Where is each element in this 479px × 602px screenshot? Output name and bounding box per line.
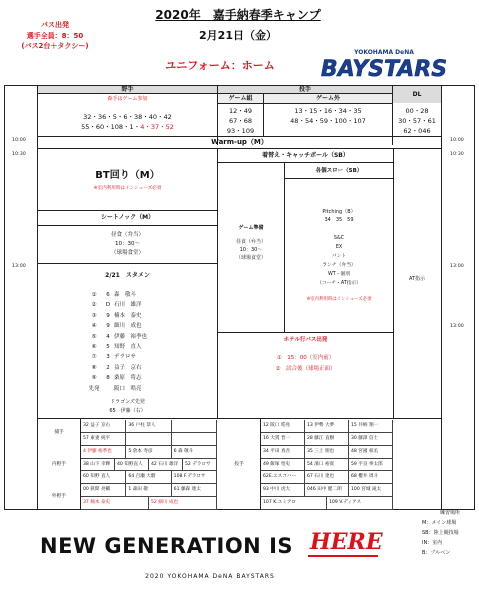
- roster-row: [81, 420, 217, 433]
- lineup-order: ①: [91, 292, 97, 298]
- banner: [40, 525, 410, 561]
- drill-item: （コーチ・AT指示）: [316, 281, 362, 286]
- fielders-nums-black: 55・60・108・1・: [81, 123, 141, 132]
- roster-cell: 13 伊勢 大夢: [305, 420, 349, 433]
- roster-cell: 15 井納 翔一: [349, 420, 393, 433]
- seat-knock: シートノック（M）: [100, 214, 155, 221]
- roster-row: [81, 446, 217, 459]
- roster-cell: 49 飯塚 悟史: [261, 459, 305, 471]
- lineup-pos: 3: [106, 354, 110, 361]
- game-in-line: 12・49: [228, 107, 253, 115]
- game-prep-l3: （球場食堂）: [235, 255, 266, 261]
- drill-item: バント: [331, 254, 347, 259]
- roster-cell: 59 平良 拳太郎: [349, 459, 393, 471]
- roster-row: [81, 484, 217, 497]
- game-out-line: 48・54・59・100・107: [290, 117, 366, 126]
- roster-cell: 30 藤澤 信士: [349, 433, 393, 446]
- drill-item: WT・個別: [327, 272, 351, 277]
- baystars-logo-graphic: [318, 45, 450, 81]
- roster-cell: [172, 433, 217, 446]
- lunch-left-l1: 昼食（弁当）: [110, 232, 144, 238]
- bus-title: バス出発: [41, 21, 69, 29]
- roster-cell: 57 東妻 純平: [81, 433, 126, 446]
- dl-line: 30・57・61: [398, 117, 436, 126]
- date-title: 2月21日（金）: [199, 29, 277, 42]
- roster-catcher-label: 捕手: [54, 430, 64, 435]
- roster-cell: 61 藤森 連太: [172, 484, 217, 497]
- roster-cell: 100 宮城 滝太: [349, 484, 393, 497]
- lineup-name: 楠本 泰史: [114, 312, 142, 319]
- header-dl: DL: [393, 86, 441, 103]
- roster-cell: 36 戸柱 恭人: [126, 420, 171, 433]
- roster-cell: 046 田中 健二朗: [305, 484, 349, 497]
- header-game-out: ゲーム外: [264, 94, 392, 103]
- game-prep-l2: 10：30～: [239, 247, 263, 253]
- bt-note: ※室内利用時はインシューズ必須: [93, 186, 162, 191]
- legend-item: M：メイン球場: [422, 520, 457, 526]
- at-label: AT指示: [408, 276, 426, 282]
- lineup-pos: 9: [106, 323, 110, 330]
- lineup-order: ④: [91, 323, 97, 330]
- time-right-1000: 10:00: [450, 138, 464, 143]
- lineup-order: ⑤: [91, 333, 97, 340]
- roster-cell: 109 V.ディアス: [327, 497, 393, 510]
- roster-cell: 93 中川 虎大: [261, 484, 305, 497]
- roster-cell: 42 石川 雄洋: [149, 459, 183, 471]
- roster-cell: 6 森 敬斗: [172, 446, 217, 459]
- warmup-right-label: 着替え・キャッチボール（SB）: [262, 152, 349, 159]
- roster-cell: 64 百瀬 大騎: [126, 471, 171, 484]
- baystars-logo: [318, 45, 450, 81]
- roster-cell: [126, 433, 171, 446]
- lineup-pos: [102, 384, 114, 394]
- time-right-1030: 10:30: [450, 152, 464, 157]
- roster-row: [81, 459, 217, 471]
- lunch-left-l2: 10：30～: [115, 240, 140, 247]
- lunch-left-l3: （球場食堂）: [110, 249, 144, 256]
- uniform-title: ユニフォーム：ホーム: [165, 59, 275, 72]
- header-fielders: 野手: [38, 86, 217, 93]
- lineup-pos: 2: [106, 364, 110, 371]
- roster-cell: 12 阪口 晧亮: [261, 420, 305, 433]
- lineup-row: [86, 321, 196, 331]
- header-pitchers: 投手: [218, 86, 392, 93]
- bus-line2: (バス2台＋タクシー): [21, 42, 89, 50]
- roster-row: [81, 497, 217, 510]
- lineup-name: 知野 直人: [114, 344, 142, 351]
- lineup-order: 先発: [88, 385, 100, 392]
- fielders-nums-line2: [38, 122, 217, 132]
- header-game-in: ゲーム組: [218, 94, 263, 103]
- drill-item: ランチ（弁当）: [322, 263, 356, 268]
- lineup-name: 桑原 将志: [114, 375, 142, 382]
- roster-cell: 16 大貫 晋一: [261, 433, 305, 446]
- bus-info: [6, 20, 104, 52]
- hotel-bus: [218, 335, 393, 374]
- roster-cell: 00 狭間 亮輔: [81, 484, 126, 497]
- legend-item: SB：陸上競技場: [422, 530, 459, 536]
- game-out-line: 13・15・16・34・35: [294, 107, 362, 115]
- hotel-bus-title: ホテル行バス出発: [283, 337, 328, 343]
- lineup-row: [86, 352, 196, 362]
- banner-underline: [308, 555, 378, 557]
- game-prep: [218, 224, 284, 262]
- roster-cell: 52 デラロサ: [183, 459, 217, 471]
- lineup-row: [86, 363, 196, 373]
- pitching-title: Pitching（B）: [322, 209, 356, 215]
- hotel-bus-l2: ② 試合後（球場正面）: [275, 365, 336, 372]
- roster-cell: 4 伊藤 裕季也: [81, 446, 126, 459]
- roster-cell: 40 知野直人: [115, 459, 149, 471]
- game-prep-title: ゲーム準備: [238, 225, 264, 231]
- page-title: 2020年 嘉手納春季キャンプ: [155, 8, 321, 22]
- roster-left-table: [81, 420, 217, 510]
- roster-row: [261, 446, 393, 459]
- roster-row: [261, 459, 393, 471]
- roster-cell: 52 細川 成也: [149, 497, 217, 510]
- indoor-note-right: ※室内利用時はインシューズ必須: [306, 297, 372, 302]
- roster-cell: 60 知野 直人: [81, 471, 126, 484]
- lineup-order: ⑥: [91, 344, 97, 351]
- lineup-name: 阪口 晧亮: [114, 385, 142, 392]
- banner-sub: 2020 YOKOHAMA DeNA BAYSTARS: [145, 573, 275, 580]
- legend-title: 練習場所: [439, 510, 460, 516]
- lineup-name: 伊藤 裕季也: [114, 333, 148, 340]
- lineup-order: ②: [91, 302, 97, 309]
- logo-small-text: YOKOHAMA DeNA: [354, 49, 414, 56]
- roster-row: [261, 420, 393, 433]
- game-in-line: 93・109: [226, 127, 255, 136]
- drill-item: S&C: [333, 236, 345, 241]
- lineup-title: 2/21 スタメン: [105, 272, 150, 279]
- roster-row: [261, 484, 393, 497]
- banner-text: NEW GENERATION IS: [40, 534, 294, 558]
- hotel-bus-l1: ① 15：00（室内前）: [276, 355, 335, 362]
- banner-here: HERE: [310, 529, 383, 555]
- lunch-left: [38, 231, 217, 257]
- roster-cell: 68 櫻井 周斗: [349, 471, 393, 484]
- lineup-pos: 4: [106, 333, 110, 340]
- lineup-order: ⑨: [91, 375, 97, 382]
- time-left-1030: 10:30: [12, 152, 26, 157]
- roster-cell: [172, 420, 217, 433]
- lineup-name: 森 敬斗: [114, 292, 137, 298]
- roster-cell: 35 三上 朋也: [305, 446, 349, 459]
- lineup-pos: 5: [106, 344, 110, 351]
- lineup-row: [86, 342, 196, 352]
- roster-cell: 37 楠本 泰史: [81, 497, 149, 510]
- game-in-nums: [218, 106, 263, 136]
- fielders-note: 森手はゲーム参加: [107, 96, 148, 102]
- roster-cell: 62E.エスコバー: [261, 471, 305, 484]
- lineup-order: ⑦: [91, 354, 97, 361]
- pitching-nums: 34 35 59: [324, 217, 354, 223]
- roster-pitcher-label: 投手: [234, 462, 244, 467]
- roster-cell: 34 平田 真吾: [261, 446, 305, 459]
- fielders-nums-line1: 32・36・5・6・38・40・42: [83, 113, 172, 121]
- roster-row: [261, 497, 393, 510]
- lineup-row: [86, 384, 196, 394]
- time-right-1300b: 13:00: [450, 324, 464, 329]
- roster-row: [261, 471, 393, 484]
- lineup-pos: 9: [106, 312, 110, 319]
- drills-list: [285, 234, 393, 288]
- lineup-row: [86, 373, 196, 383]
- roster-cell: 38 山下 幸輝: [81, 459, 115, 471]
- roster-cell: 1 森田 敬: [126, 484, 171, 497]
- roster-cell: 108 F.デラロサ: [172, 471, 217, 484]
- fielders-nums: [38, 112, 217, 132]
- lineup-name: 益子 京右: [114, 364, 142, 371]
- dl-line: 00・28: [405, 107, 429, 115]
- lineup-row: [86, 300, 196, 310]
- dragons-title: ドラゴンズ先発: [110, 399, 145, 405]
- legend-item: IN：室内: [422, 540, 443, 546]
- roster-cell: 28 藤江 直樹: [305, 433, 349, 446]
- lineup-row: [86, 332, 196, 342]
- game-out-nums: [264, 106, 392, 126]
- roster-infield-label: 内野手: [51, 462, 67, 467]
- lineup-name: 細川 成也: [114, 323, 142, 330]
- legend-item: B：ブルペン: [422, 550, 451, 556]
- roster-cell: 67 石川 達也: [305, 471, 349, 484]
- roster-row: [81, 433, 217, 446]
- time-left-1300: 13:00: [12, 264, 26, 269]
- legend: [422, 508, 478, 558]
- drill-item: EX: [335, 245, 343, 250]
- fielders-nums-red: 4・37・52: [140, 123, 174, 132]
- lineup-pos: 8: [106, 375, 110, 382]
- roster-cell: 48 宮國 椋丞: [349, 446, 393, 459]
- lineup-order: ⑧: [91, 364, 97, 371]
- lineup-list: [86, 290, 196, 394]
- game-prep-l1: 昼食（弁当）: [235, 239, 266, 245]
- lineup-row: [86, 311, 196, 321]
- roster-cell: 5 倉本 寿彦: [126, 446, 171, 459]
- dl-nums: [393, 106, 441, 136]
- roster-cell: 32 益子 京右: [81, 420, 126, 433]
- bt-title: BT回り（M）: [95, 170, 160, 181]
- lineup-order: ③: [91, 312, 97, 319]
- time-right-1300a: 13:00: [450, 264, 464, 269]
- roster-cell: 107 K.ユミアロ: [261, 497, 327, 510]
- lineup-pos: 6: [106, 292, 110, 298]
- pitching-block: [285, 208, 393, 224]
- warmup-label: Warm-up（M）: [211, 138, 268, 146]
- throw-label: 各個スロー（SB）: [315, 168, 363, 174]
- game-in-line: 67・68: [228, 117, 253, 126]
- roster-row: [261, 433, 393, 446]
- lineup-pos: D: [105, 302, 111, 309]
- roster-right-table: [261, 420, 393, 510]
- lineup-name: 石川 雄洋: [114, 302, 142, 309]
- roster-row: [81, 471, 217, 484]
- logo-big-text: BAYSTARS: [320, 57, 448, 81]
- roster-cell: 54 濱口 裕貴: [305, 459, 349, 471]
- bus-line1: 選手全員：8：50: [26, 31, 84, 40]
- time-left-1000: 10:00: [12, 138, 26, 143]
- dragons-block: [38, 398, 217, 415]
- dragons-name: 65 伊藤（右）: [109, 407, 146, 414]
- lineup-name: デラロサ: [114, 354, 137, 361]
- lineup-row: [86, 290, 196, 300]
- roster-outfield-label: 外野手: [51, 494, 67, 499]
- dl-line: 62・046: [403, 127, 431, 136]
